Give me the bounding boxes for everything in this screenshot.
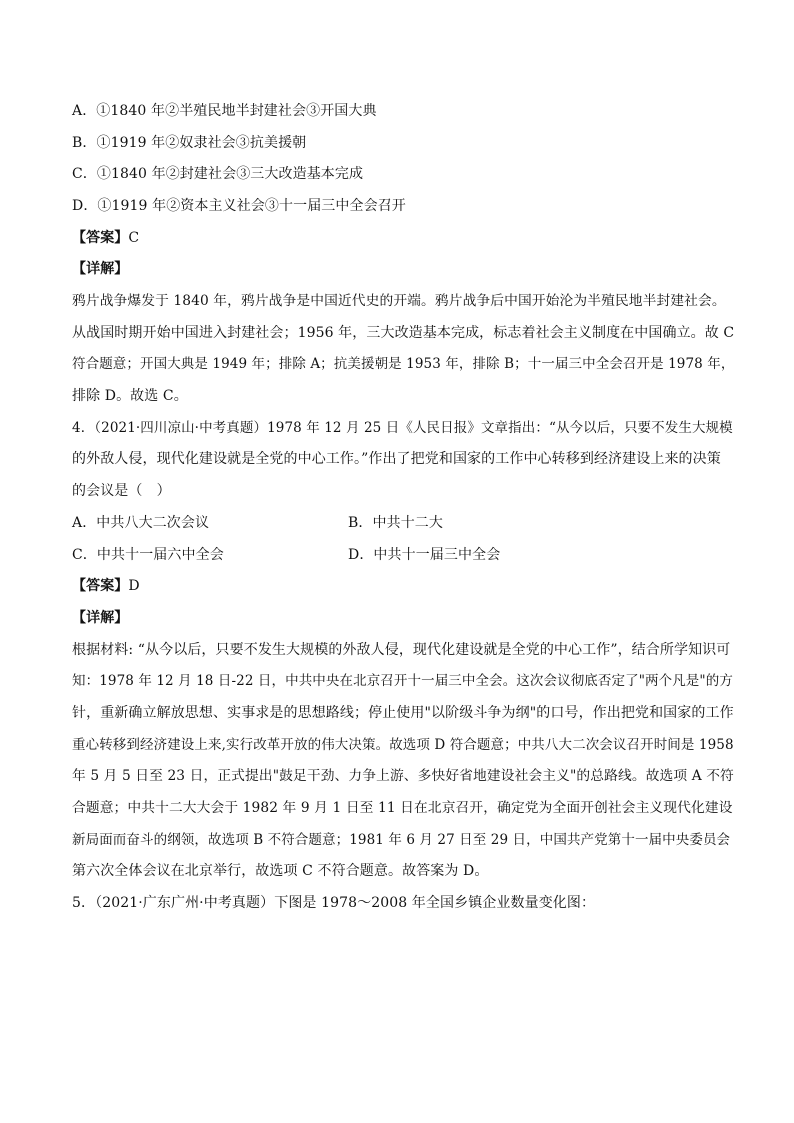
q4-detail-line: 新局面而奋斗的纲领，故选项 B 不符合题意；1981 年 6 月 27 日至 29 日，中国共产党第十一届中央委员会	[72, 832, 731, 848]
q4-option-a: A．中共八大二次会议	[72, 515, 210, 531]
q3-option-b: B．①1919 年②奴隶社会③抗美援朝	[72, 135, 307, 151]
q3-detail-label: 【详解】	[72, 261, 129, 277]
q3-detail-line: 符合题意；开国大典是 1949 年；排除 A；抗美援朝是 1953 年，排除 B；十一届三中全会召开是 1978 年，	[72, 356, 735, 372]
q4-stem-line: 的会议是（ ）	[72, 483, 171, 499]
q3-option-c: C．①1840 年②封建社会③三大改造基本完成	[72, 166, 364, 182]
q4-option-d: D．中共十一届三中全会	[348, 547, 501, 563]
q4-stem-line: 4．（2021·四川凉山·中考真题）1978 年 12 月 25 日《人民日报》文章指出：“从今以后，只要不发生大规模	[72, 420, 733, 436]
q3-detail-line: 排除 D。故选 C。	[72, 388, 188, 404]
q4-detail-line: 针，重新确立解放思想、实事求是的思想路线；停止使用"以阶级斗争为纲"的口号，作出把党和国家的工作	[72, 705, 734, 721]
q4-detail-line: 重心转移到经济建设上来,实行改革开放的伟大决策。故选项 D 符合题意；中共八大二次会议召开时间是 1958	[72, 737, 734, 753]
q4-answer	[72, 576, 140, 596]
q4-detail-line: 合题意；中共十二大大会于 1982 年 9 月 1 日至 11 日在北京召开，确定党为全面开创社会主义现代化建设	[72, 800, 733, 816]
q3-detail-line: 从战国时期开始中国进入封建社会；1956 年，三大改造基本完成，标志着社会主义制度在中国确立。故 C	[72, 325, 735, 341]
q3-answer-label: 【答案】	[72, 230, 129, 246]
q4-detail-label: 【详解】	[72, 610, 129, 626]
q4-detail-line: 知：1978 年 12 月 18 日-22 日，中共中央在北京召开十一届三中全会。这次会议彻底否定了"两个凡是"的方	[72, 673, 733, 689]
q3-answer	[72, 228, 139, 248]
q3-detail-line: 鸦片战争爆发于 1840 年，鸦片战争是中国近代史的开端。鸦片战争后中国开始沦为半殖民地半封建社会。	[72, 293, 726, 309]
q4-detail-line: 第六次全体会议在北京举行，故选项 C 不符合题意。故答案为 D。	[72, 863, 489, 879]
q4-option-b: B．中共十二大	[348, 515, 443, 531]
q4-answer-label: 【答案】	[72, 578, 129, 594]
q3-answer-value: C	[128, 230, 140, 246]
q4-detail-line: 年 5 月 5 日至 23 日，正式提出"鼓足干劲、力争上游、多快好省地建设社会主义"的总路线。故选项 A 不符	[72, 768, 734, 784]
q5-stem: 5．（2021·广东广州·中考真题）下图是 1978～2008 年全国乡镇企业数量变化图：	[72, 895, 596, 911]
q4-option-c: C．中共十一届六中全会	[72, 547, 224, 563]
q3-option-a: A．①1840 年②半殖民地半封建社会③开国大典	[72, 103, 377, 119]
q4-detail-line: 根据材料: “从今以后，只要不发生大规模的外敌人侵，现代化建设就是全党的中心工作”，结合所学知识可	[72, 642, 731, 658]
q4-stem-line: 的外敌人侵，现代化建设就是全党的中心工作。”作出了把党和国家的工作中心转移到经济建设上来的决策	[72, 451, 721, 467]
q4-answer-value: D	[128, 578, 140, 594]
q3-option-d: D．①1919 年②资本主义社会③十一届三中全会召开	[72, 198, 406, 214]
